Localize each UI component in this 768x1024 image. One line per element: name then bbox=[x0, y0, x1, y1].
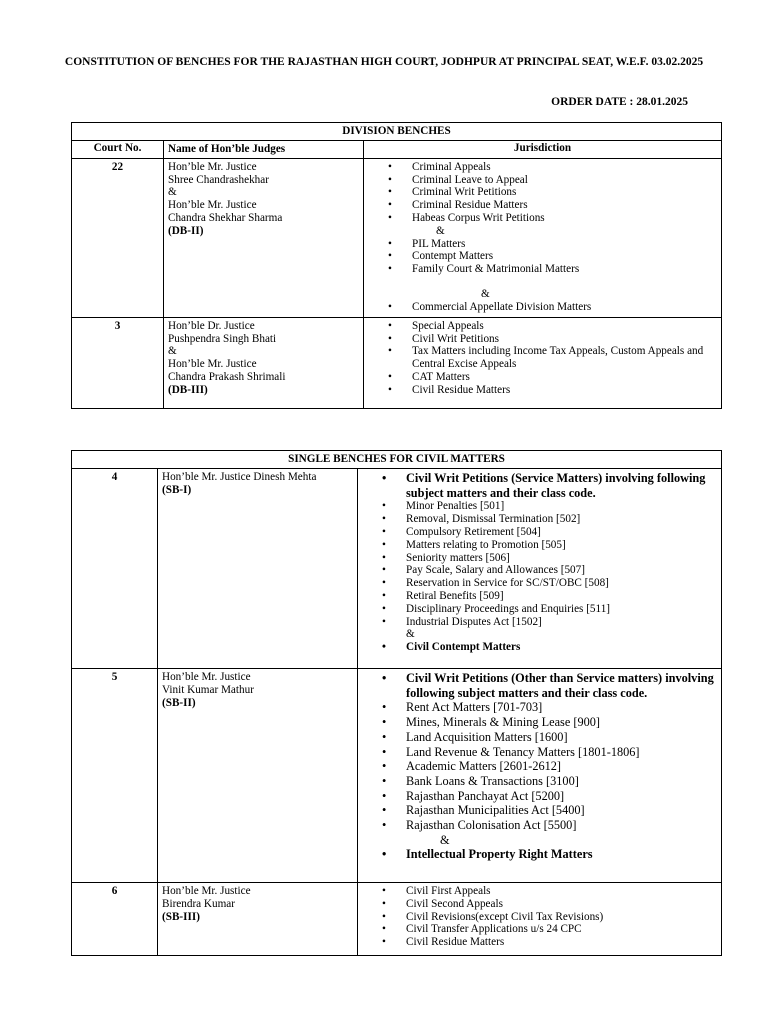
single-benches-rows bbox=[72, 469, 722, 956]
jurisdiction-item: • Criminal Leave to Appeal bbox=[386, 174, 721, 187]
jurisdiction-item: • Rajasthan Colonisation Act [5500] bbox=[380, 818, 721, 833]
jurisdiction-item: • Pay Scale, Salary and Allowances [507] bbox=[380, 564, 721, 577]
jurisdiction-item: • Civil Writ Petitions bbox=[386, 333, 721, 346]
jurisdiction-item: • Matters relating to Promotion [505] bbox=[380, 539, 721, 552]
jurisdiction-list bbox=[364, 320, 721, 397]
column-header-court-no: Court No. bbox=[72, 141, 164, 159]
jurisdiction-item: • Civil Writ Petitions (Service Matters) involving following subject matters and their class code. bbox=[380, 471, 721, 500]
jurisdiction-item: • Contempt Matters bbox=[386, 250, 721, 263]
jurisdiction-cell bbox=[358, 669, 722, 883]
jurisdiction-item: • Industrial Disputes Act [1502] bbox=[380, 616, 721, 629]
judge-line: Hon’ble Dr. Justice bbox=[168, 319, 255, 332]
jurisdiction-item: • Retiral Benefits [509] bbox=[380, 590, 721, 603]
jurisdiction-list bbox=[364, 161, 721, 314]
jurisdiction-cell bbox=[364, 317, 722, 408]
jurisdiction-item: • Minor Penalties [501] bbox=[380, 500, 721, 513]
jurisdiction-item: • Reservation in Service for SC/ST/OBC [508] bbox=[380, 577, 721, 590]
judge-line: & bbox=[168, 186, 177, 199]
jurisdiction-item: • Special Appeals bbox=[386, 320, 721, 333]
jurisdiction-item: • Habeas Corpus Writ Petitions bbox=[386, 212, 721, 225]
jurisdiction-item: • Rent Act Matters [701-703] bbox=[380, 700, 721, 715]
jurisdiction-item: • Civil Revisions(except Civil Tax Revisions) bbox=[380, 911, 721, 924]
judge-line: Pushpendra Singh Bhati bbox=[168, 332, 277, 345]
division-benches-heading: DIVISION BENCHES bbox=[72, 123, 722, 141]
jurisdiction-item: • Civil Residue Matters bbox=[380, 936, 721, 949]
judges-cell bbox=[158, 883, 358, 956]
conjunction-text: & bbox=[406, 628, 415, 641]
judges-cell bbox=[164, 158, 364, 317]
court-number: 5 bbox=[72, 669, 158, 883]
bench-row bbox=[72, 158, 722, 317]
jurisdiction-item: • Criminal Appeals bbox=[386, 161, 721, 174]
jurisdiction-item: • CAT Matters bbox=[386, 371, 721, 384]
bench-code: (SB-I) bbox=[162, 483, 192, 496]
jurisdiction-item: • Civil Residue Matters bbox=[386, 384, 721, 397]
bench-code: (DB-II) bbox=[168, 224, 204, 237]
judge-line: Hon’ble Mr. Justice bbox=[168, 160, 257, 173]
jurisdiction-item: • Mines, Minerals & Mining Lease [900] bbox=[380, 715, 721, 730]
judge-line: Chandra Prakash Shrimali bbox=[168, 370, 286, 383]
jurisdiction-item: • Commercial Appellate Division Matters bbox=[386, 301, 721, 314]
judge-line: Shree Chandrashekhar bbox=[168, 173, 269, 186]
conjunction-text: & bbox=[481, 287, 490, 300]
division-benches-rows bbox=[72, 158, 722, 408]
court-number: 22 bbox=[72, 158, 164, 317]
jurisdiction-cell bbox=[364, 158, 722, 317]
jurisdiction-item: • Criminal Writ Petitions bbox=[386, 186, 721, 199]
jurisdiction-item: • Intellectual Property Right Matters bbox=[380, 847, 721, 862]
jurisdiction-item: • Civil First Appeals bbox=[380, 885, 721, 898]
jurisdiction-list bbox=[358, 471, 721, 654]
judge-line: Hon’ble Mr. Justice bbox=[168, 199, 257, 212]
bench-row bbox=[72, 317, 722, 408]
jurisdiction-item: • Bank Loans & Transactions [3100] bbox=[380, 774, 721, 789]
jurisdiction-item: • Civil Second Appeals bbox=[380, 898, 721, 911]
judge-line: Hon’ble Mr. Justice bbox=[162, 671, 251, 683]
conjunction-text: & bbox=[440, 832, 450, 847]
judge-line: Chandra Shekhar Sharma bbox=[168, 211, 283, 224]
conjunction-text: & bbox=[436, 224, 445, 237]
court-number: 6 bbox=[72, 883, 158, 956]
bench-row bbox=[72, 669, 722, 883]
judge-line: Hon’ble Mr. Justice Dinesh Mehta bbox=[162, 471, 317, 483]
jurisdiction-item: • Seniority matters [506] bbox=[380, 552, 721, 565]
division-benches-table bbox=[71, 122, 722, 409]
order-date: ORDER DATE : 28.01.2025 bbox=[551, 96, 688, 108]
jurisdiction-item: • Academic Matters [2601-2612] bbox=[380, 759, 721, 774]
jurisdiction-item: • Criminal Residue Matters bbox=[386, 199, 721, 212]
jurisdiction-item: • Rajasthan Municipalities Act [5400] bbox=[380, 803, 721, 818]
jurisdiction-item: • Tax Matters including Income Tax Appeals, Custom Appeals and Central Excise Appeals bbox=[386, 345, 721, 371]
jurisdiction-item: • PIL Matters bbox=[386, 238, 721, 251]
judge-line: Birendra Kumar bbox=[162, 897, 236, 910]
jurisdiction-item: • Civil Writ Petitions (Other than Service matters) involving following subject matters and their class code. bbox=[380, 671, 721, 700]
jurisdiction-item: • Disciplinary Proceedings and Enquiries [511] bbox=[380, 603, 721, 616]
jurisdiction-list bbox=[358, 885, 721, 949]
jurisdiction-item: • Removal, Dismissal Termination [502] bbox=[380, 513, 721, 526]
bench-code: (SB-II) bbox=[162, 696, 196, 709]
jurisdiction-item: • Compulsory Retirement [504] bbox=[380, 526, 721, 539]
judge-line: Hon’ble Mr. Justice bbox=[162, 885, 251, 897]
jurisdiction-item: • Land Acquisition Matters [1600] bbox=[380, 730, 721, 745]
jurisdiction-list bbox=[358, 671, 721, 862]
judge-line: & bbox=[168, 345, 177, 358]
bench-code: (DB-III) bbox=[168, 383, 208, 396]
column-header-jurisdiction: Jurisdiction bbox=[364, 141, 722, 159]
judges-cell bbox=[158, 669, 358, 883]
jurisdiction-item: • Civil Contempt Matters bbox=[380, 641, 721, 654]
judge-line: Vinit Kumar Mathur bbox=[162, 683, 254, 696]
jurisdiction-item: • Civil Transfer Applications u/s 24 CPC bbox=[380, 923, 721, 936]
judge-line: Hon’ble Mr. Justice bbox=[168, 358, 257, 371]
page-title: CONSTITUTION OF BENCHES FOR THE RAJASTHAN HIGH COURT, JODHPUR AT PRINCIPAL SEAT, W.E.F. 03.02.2025 bbox=[64, 56, 704, 68]
bench-row bbox=[72, 469, 722, 669]
single-benches-heading: SINGLE BENCHES FOR CIVIL MATTERS bbox=[72, 451, 722, 469]
single-benches-table bbox=[71, 450, 722, 956]
jurisdiction-item: • Rajasthan Panchayat Act [5200] bbox=[380, 789, 721, 804]
jurisdiction-cell bbox=[358, 883, 722, 956]
jurisdiction-item: • Land Revenue & Tenancy Matters [1801-1806] bbox=[380, 745, 721, 760]
column-header-judges: Name of Hon’ble Judges bbox=[164, 141, 364, 159]
judges-cell bbox=[158, 469, 358, 669]
bench-row bbox=[72, 883, 722, 956]
bench-code: (SB-III) bbox=[162, 910, 200, 923]
jurisdiction-item: • Family Court & Matrimonial Matters bbox=[386, 263, 721, 276]
jurisdiction-cell bbox=[358, 469, 722, 669]
judges-cell bbox=[164, 317, 364, 408]
court-number: 4 bbox=[72, 469, 158, 669]
court-number: 3 bbox=[72, 317, 164, 408]
